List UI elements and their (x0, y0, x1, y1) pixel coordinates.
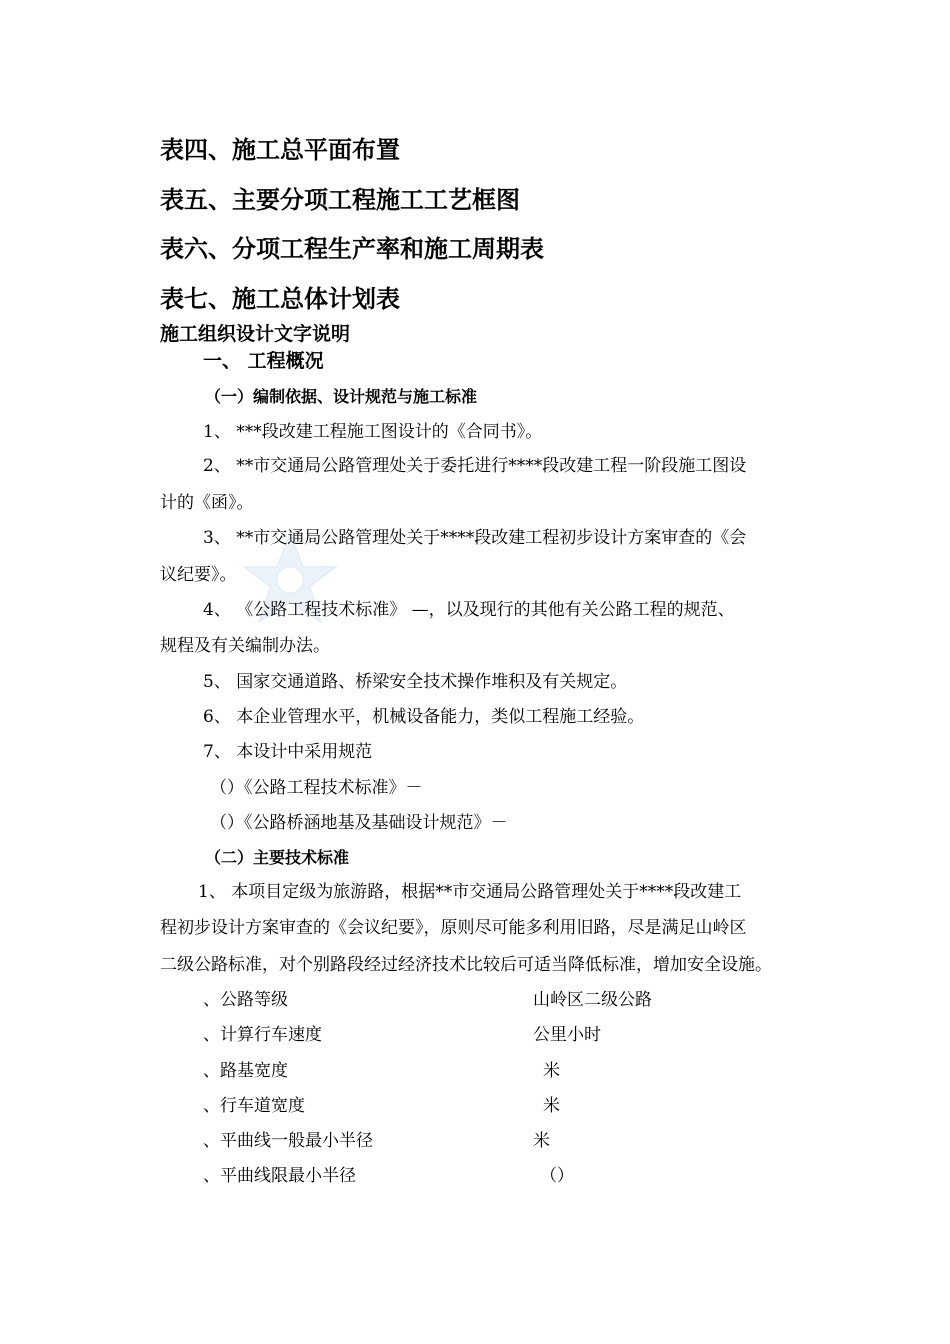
list-item-continuation: 议纪要》。 (160, 565, 237, 585)
standard-label: 、计算行车速度 (203, 1025, 322, 1045)
standard-value: 米 (543, 1061, 560, 1081)
list-item: 6、 本企业管理水平，机械设备能力，类似工程施工经验。 (203, 707, 645, 727)
list-item: 7、 本设计中采用规范 (203, 742, 373, 762)
table-list-item: 表四、施工总平面布置 (160, 136, 400, 164)
subsection-heading: （二）主要技术标准 (205, 848, 350, 867)
list-item: 2、 **市交通局公路管理处关于委托进行****段改建工程一阶段施工图设 (203, 456, 747, 476)
section-heading: 一、 工程概况 (203, 350, 324, 372)
standard-value: 公里小时 (533, 1025, 601, 1045)
list-item-continuation: 规程及有关编制办法。 (160, 636, 330, 656)
list-item: 4、 《公路工程技术标准》 —，以及现行的其他有关公路工程的规范、 (203, 600, 735, 620)
paragraph-line: 程初步设计方案审查的《会议纪要》，原则尽可能多利用旧路，尽是满足山岭区 (160, 918, 747, 938)
list-item: 5、 国家交通道路、桥梁安全技术操作堆积及有关规定。 (203, 672, 628, 692)
document-title: 施工组织设计文字说明 (160, 323, 351, 345)
list-item: 3、 **市交通局公路管理处关于****段改建工程初步设计方案审查的《会 (203, 528, 747, 548)
standard-label: 、平曲线一般最小半径 (203, 1131, 373, 1151)
standard-value: （） (540, 1166, 574, 1186)
standard-value: 米 (533, 1131, 550, 1151)
list-item-continuation: 计的《函》。 (160, 493, 254, 513)
standard-value: 米 (543, 1096, 560, 1116)
table-list-item: 表五、主要分项工程施工工艺框图 (160, 186, 520, 214)
table-list-item: 表七、施工总体计划表 (160, 285, 400, 313)
paragraph-line: 1、 本项目定级为旅游路，根据**市交通局公路管理处关于****段改建工 (198, 882, 742, 902)
list-item: （）《公路桥涵地基及基础设计规范》－ (210, 813, 508, 833)
standard-value: 山岭区二级公路 (533, 990, 652, 1010)
list-item: （）《公路工程技术标准》－ (210, 778, 423, 798)
table-list-item: 表六、分项工程生产率和施工周期表 (160, 235, 544, 263)
standard-label: 、路基宽度 (203, 1061, 288, 1081)
standard-label: 、公路等级 (203, 990, 288, 1010)
subsection-heading: （一）编制依据、设计规范与施工标准 (205, 387, 478, 406)
list-item: 1、 ***段改建工程施工图设计的《合同书》。 (203, 422, 543, 442)
paragraph-line: 二级公路标准，对个别路段经过经济技术比较后可适当降低标准，增加安全设施。 (160, 955, 772, 975)
standard-label: 、平曲线限最小半径 (203, 1166, 356, 1186)
standard-label: 、行车道宽度 (203, 1096, 305, 1116)
